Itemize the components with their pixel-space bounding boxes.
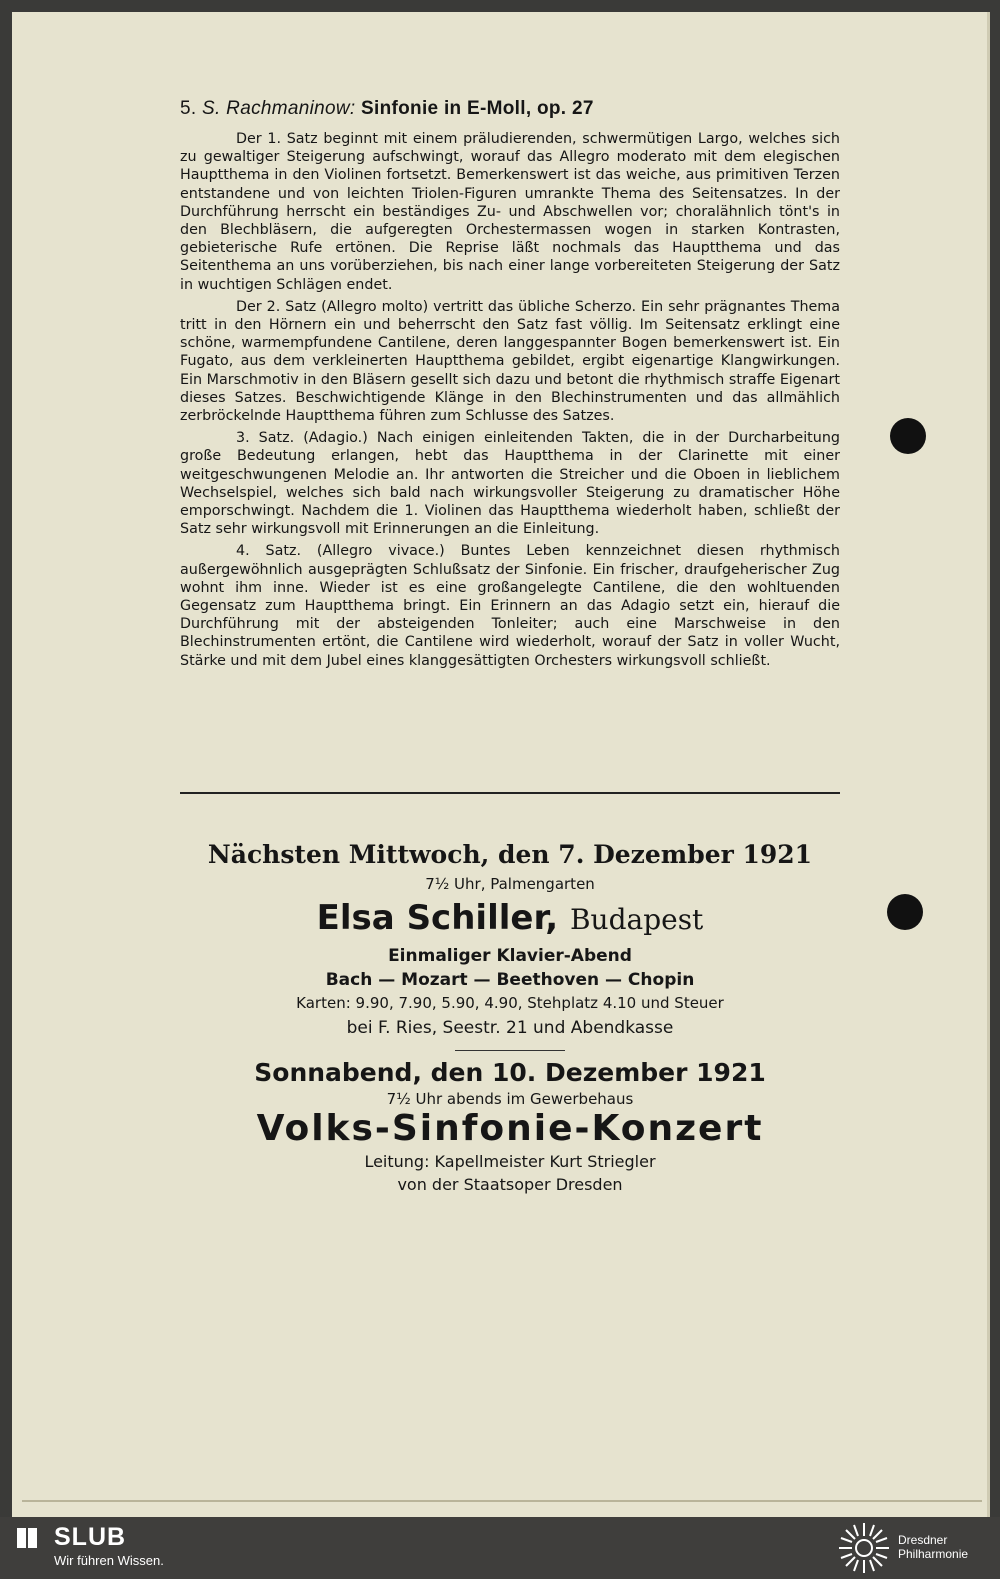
- concert2-date: Sonnabend, den 10. Dezember 1921: [254, 1058, 766, 1087]
- library-name: SLUB: [54, 1523, 127, 1551]
- concert1-tickets: Karten: 9.90, 7.90, 5.90, 4.90, Stehplatz 4.10 und Steuer: [296, 994, 724, 1012]
- artist-city: Budapest: [569, 903, 704, 936]
- concert1-time-venue: 7½ Uhr, Palmengarten: [425, 875, 595, 893]
- concert2-conductor: Leitung: Kapellmeister Kurt Striegler: [364, 1152, 656, 1171]
- page-edge-line: [22, 1500, 982, 1502]
- concert1-artist: [180, 898, 840, 938]
- partner-name-line2: Philharmonie: [898, 1547, 969, 1561]
- footer-bar: [0, 1517, 1000, 1579]
- concert2-origin: von der Staatsoper Dresden: [397, 1175, 623, 1194]
- concert1-sale: bei F. Ries, Seestr. 21 und Abendkasse: [346, 1018, 674, 1038]
- punch-hole: [887, 894, 923, 930]
- partner-name-line1: Dresdner: [898, 1533, 948, 1547]
- paragraph-movement-3: 3. Satz. (Adagio.) Nach einigen einleitenden Takten, die in der Durcharbeitung große Bedeutung erlangen, hebt das Hauptthema in der Clarinette mit einer weitgeschwungenen Melodie an. Ihr antworten die Streicher und die Oboen in lieblichem Wechselspiel, welches sich bald nach wirkungsvoller Steigerung zu dramatischer Höhe emporschwingt. Nachdem die 1. Violinen das Hauptthema wiederholt haben, schließt der Satz sehr wirkungsvoll mit Erinnerungen an die Einleitung.: [180, 430, 840, 538]
- library-tagline: Wir führen Wissen.: [54, 1553, 164, 1568]
- program-heading: [180, 98, 840, 120]
- paragraph-movement-1: Der 1. Satz beginnt mit einem präludierenden, schwermütigen Largo, welches sich zu gewaltiger Steigerung aufschwingt, worauf das Allegro moderato mit dem elegischen Hauptthema in den Violinen fortsetzt. Bemerkenswert ist das weiche, aus primitiven Terzen entstandene und von leichten Triolen-Figuren umrankte Thema des Seitensatzes. In der Durchführung herrscht ein beständiges Zu- und Abschwellen vor; choralähnlich tönt's in den Blechbläsern, die aufgeregten Orchestermassen wogen in starken Kontrasten, gebieterische Rufe ertönen. Die Reprise läßt nochmals das Hauptthema und das Seitenthema an uns vorüberziehen, bis nach einer lange vorbereiteten Steigerung der Satz in wuchtigen Schlägen endet.: [180, 131, 840, 293]
- concert1-date: Nächsten Mittwoch, den 7. Dezember 1921: [207, 840, 813, 869]
- artist-name: Elsa Schiller,: [316, 898, 559, 938]
- paragraph-movement-4: 4. Satz. (Allegro vivace.) Buntes Leben kennzeichnet diesen rhythmisch außergewöhnlich ausgeprägten Schlußsatz der Sinfonie. Ein frischer, draufgeherischer Zug wohnt ihm inne. Wieder ist es eine großangelegte Cantilene, die den wohltuenden Gegensatz zum Hauptthema bringt. Ein Erinnern an das Adagio setzt ein, hierauf die Durchführung mit der absteigenden Tonleiter; auch eine Marschweise in den Blechinstrumenten ertönt, die Cantilene wird wiederholt, worauf der Satz in voller Wucht, Stärke und mit dem Jubel eines klanggesättigten Orchesters wirkungsvoll schließt.: [180, 543, 840, 669]
- partner-name: [898, 1533, 968, 1561]
- concert2-time-venue: 7½ Uhr abends im Gewerbehaus: [386, 1090, 634, 1108]
- punch-hole: [890, 418, 926, 454]
- concert1-event: Einmaliger Klavier-Abend: [388, 946, 632, 966]
- paragraph-movement-2: Der 2. Satz (Allegro molto) vertritt das übliche Scherzo. Ein sehr prägnantes Thema tritt in den Hörnern ein und beherrscht den Satz fast völlig. Im Seitensatz erklingt eine schöne, warmempfundene Cantilene, deren langgespannter Bogen bemerkenswert ist. Ein Fugato, aus dem verkleinerten Hauptthema gebildet, ergibt eigenartige Klangwirkungen. Ein Marschmotiv in den Bläsern gesellt sich dazu und betont die rhythmisch straffe Eigenart dieses Satzes. Beschwichtigende Klänge in den Blechinstrumenten und das allmählich zerbröckelnde Hauptthema führen zum Schlusse des Satzes.: [180, 298, 840, 425]
- book-icon: [14, 1525, 40, 1551]
- concert2-title: Volks-Sinfonie-Konzert: [256, 1108, 764, 1149]
- composer-name: S. Rachmaninow:: [202, 98, 356, 119]
- heading-number: 5.: [180, 98, 197, 119]
- section-divider: [180, 792, 840, 794]
- work-title: Sinfonie in E-Moll, op. 27: [361, 98, 594, 119]
- program-notes: [180, 98, 840, 674]
- announcement-divider: [455, 1050, 565, 1051]
- sunburst-logo-icon: [836, 1520, 892, 1576]
- concert1-composers: Bach — Mozart — Beethoven — Chopin: [325, 970, 695, 990]
